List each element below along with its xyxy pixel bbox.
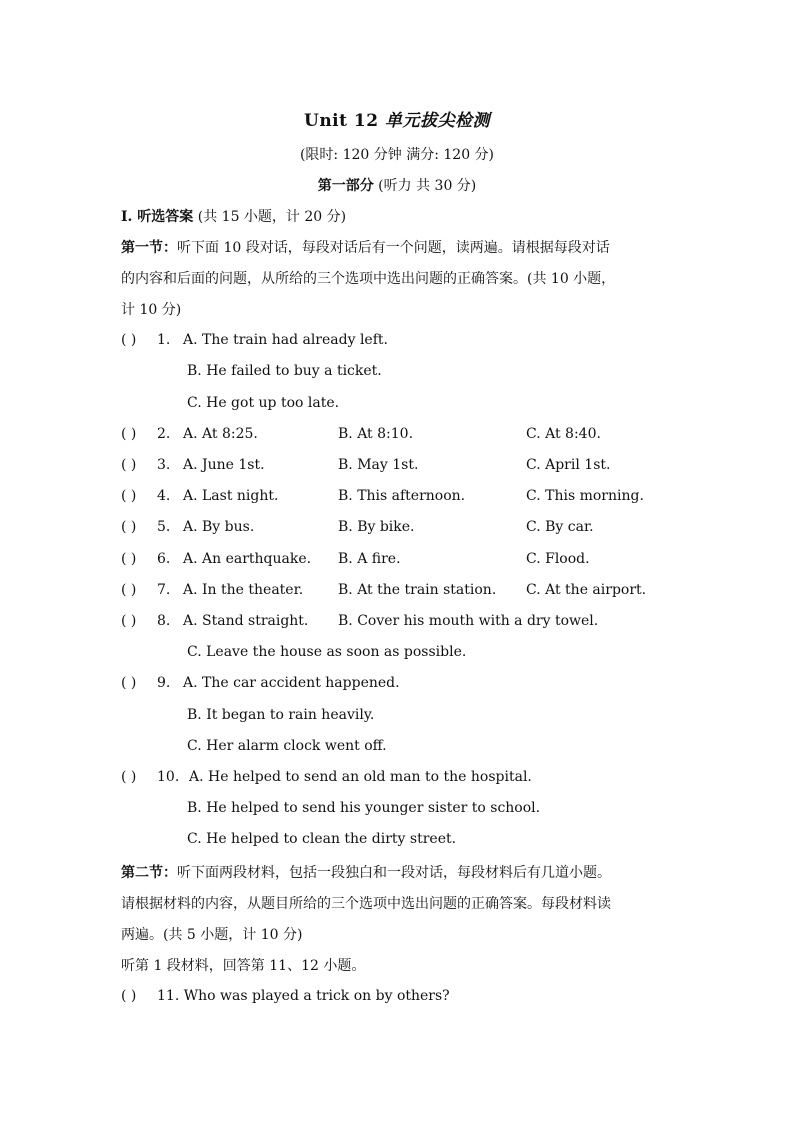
sub-section-two-line-1 (121, 862, 611, 882)
answer-blank[interactable]: ( ) (121, 426, 137, 442)
option-c: C. This morning. (526, 488, 644, 504)
section-one-note: (共 15 小题，计 20 分) (197, 209, 347, 225)
answer-blank[interactable]: ( ) (121, 582, 137, 598)
part-one-title (0, 175, 794, 195)
sub-section-two-text-1: 听下面两段材料，包括一段独白和一段对话，每段材料后有几道小题。 (177, 865, 611, 881)
question-10-option-b: B. He helped to send his younger sister to school. (187, 800, 541, 816)
answer-blank[interactable]: ( ) (121, 488, 137, 504)
option-c: C. April 1st. (526, 457, 611, 473)
sub-section-two-line-3: 两遍。(共 5 小题，计 10 分) (121, 927, 303, 943)
question-9-option-c: C. Her alarm clock went off. (187, 738, 387, 754)
question-7 (121, 582, 681, 602)
option-b: B. May 1st. (338, 457, 419, 473)
option-a: A. He helped to send an old man to the hospital. (189, 769, 532, 785)
question-6 (121, 551, 681, 571)
question-3 (121, 457, 681, 477)
option-a: A. June 1st. (183, 457, 265, 473)
material-one-instruction: 听第 1 段材料，回答第 11、12 小题。 (121, 958, 366, 974)
question-number: 8. (157, 613, 171, 629)
answer-blank[interactable]: ( ) (121, 675, 137, 691)
question-number: 7. (157, 582, 171, 598)
question-number: 2. (157, 426, 171, 442)
option-a: A. The car accident happened. (183, 675, 400, 691)
question-10-option-c: C. He helped to clean the dirty street. (187, 831, 457, 847)
option-b: B. Cover his mouth with a dry towel. (338, 613, 599, 629)
question-text: 11. Who was played a trick on by others? (157, 988, 450, 1004)
answer-blank[interactable]: ( ) (121, 332, 137, 348)
question-number: 3. (157, 457, 171, 473)
sub-section-one-line-2: 的内容和后面的问题，从所给的三个选项中选出问题的正确答案。(共 10 小题， (121, 271, 616, 287)
question-1-option-b: B. He failed to buy a ticket. (187, 363, 382, 379)
question-number: 5. (157, 519, 171, 535)
option-b: B. This afternoon. (338, 488, 466, 504)
section-one-label: I. 听选答案 (121, 209, 194, 225)
question-8 (121, 613, 681, 633)
question-1 (121, 332, 681, 352)
question-11 (121, 988, 681, 1008)
question-number: 6. (157, 551, 171, 567)
option-c: C. Flood. (526, 551, 590, 567)
answer-blank[interactable]: ( ) (121, 613, 137, 629)
option-a: A. At 8:25. (183, 426, 258, 442)
sub-section-one-line-1 (121, 237, 610, 257)
answer-blank[interactable]: ( ) (121, 769, 137, 785)
question-1-option-c: C. He got up too late. (187, 395, 340, 411)
answer-blank[interactable]: ( ) (121, 457, 137, 473)
option-c: C. At 8:40. (526, 426, 601, 442)
question-2 (121, 426, 681, 446)
section-one-heading (121, 206, 346, 226)
option-b: B. A fire. (338, 551, 401, 567)
option-c: C. At the airport. (526, 582, 647, 598)
sub-section-one-line-3: 计 10 分) (121, 302, 182, 318)
option-a: A. An earthquake. (183, 551, 312, 567)
part-one-label: 第一部分 (317, 178, 374, 194)
option-a: A. The train had already left. (183, 332, 388, 348)
answer-blank[interactable]: ( ) (121, 519, 137, 535)
option-a: A. In the theater. (183, 582, 304, 598)
title-unit: Unit 12 (304, 111, 379, 131)
answer-blank[interactable]: ( ) (121, 551, 137, 567)
question-number: 9. (157, 675, 171, 691)
option-c: C. By car. (526, 519, 594, 535)
question-number: 4. (157, 488, 171, 504)
page-title (0, 106, 794, 131)
option-b: B. At 8:10. (338, 426, 414, 442)
title-chinese: 单元拔尖检测 (385, 111, 490, 131)
question-5 (121, 519, 681, 539)
sub-section-one-label: 第一节： (121, 240, 177, 256)
option-a: A. Last night. (183, 488, 279, 504)
question-8-option-c: C. Leave the house as soon as possible. (187, 644, 467, 660)
sub-section-two-label: 第二节： (121, 865, 177, 881)
answer-blank[interactable]: ( ) (121, 988, 137, 1004)
part-one-note: (听力 共 30 分) (378, 178, 477, 194)
question-9 (121, 675, 681, 695)
option-a: A. Stand straight. (183, 613, 309, 629)
option-a: A. By bus. (183, 519, 255, 535)
question-9-option-b: B. It began to rain heavily. (187, 707, 375, 723)
question-number: 1. (157, 332, 171, 348)
option-b: B. By bike. (338, 519, 415, 535)
question-4 (121, 488, 681, 508)
sub-section-two-line-2: 请根据材料的内容，从题目所给的三个选项中选出问题的正确答案。每段材料读 (121, 896, 611, 912)
option-b: B. At the train station. (338, 582, 497, 598)
time-score-note: (限时: 120 分钟 满分: 120 分) (299, 147, 495, 163)
sub-section-one-text-1: 听下面 10 段对话，每段对话后有一个问题，读两遍。请根据每段对话 (177, 240, 610, 256)
question-10 (121, 769, 681, 789)
question-number: 10. (157, 769, 180, 785)
